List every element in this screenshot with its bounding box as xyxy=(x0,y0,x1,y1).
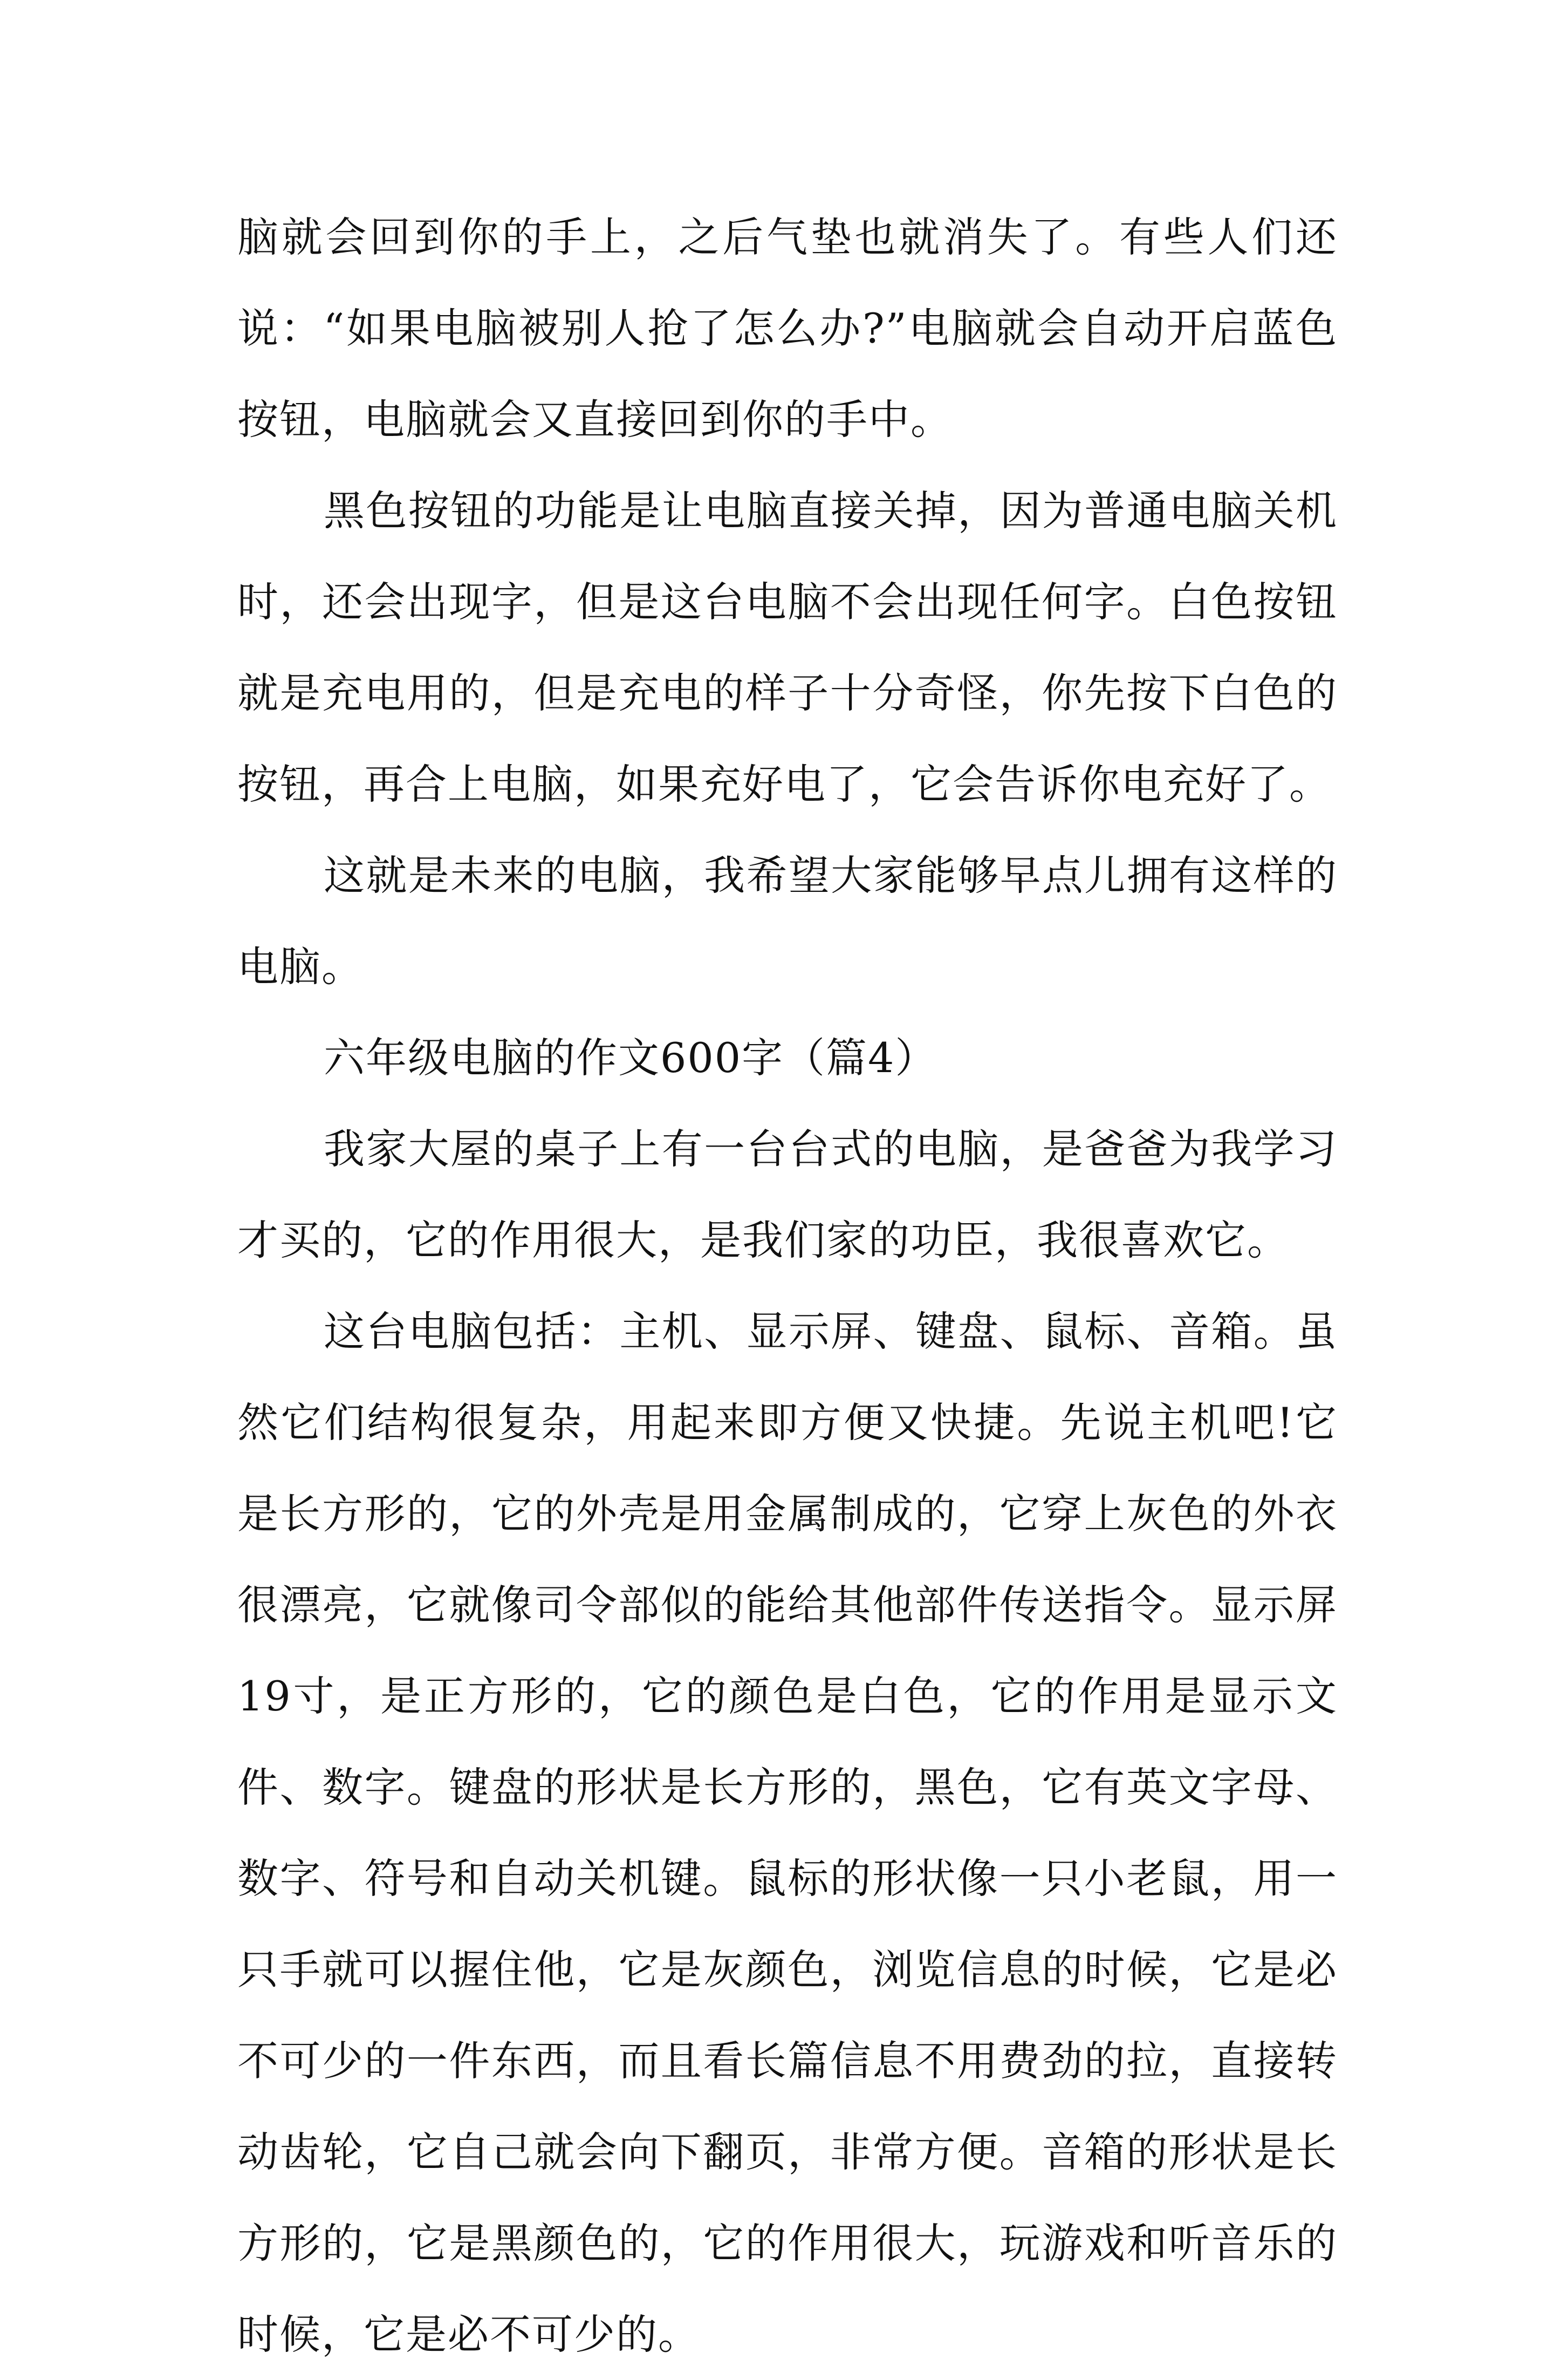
paragraph: 这台电脑包括：主机、显示屏、键盘、鼠标、音箱。虽然它们结构很复杂，用起来即方便又快捷。先说主机吧!它是长方形的，它的外壳是用金属制成的，它穿上灰色的外衣很漂亮，它就像司令部似的能给其他部件传送指令。显示屏19寸，是正方形的，它的颜色是白色，它的作用是显示文件、数字。键盘的形状是长方形的，黑色，它有英文字母、数字、符号和自动关机键。鼠标的形状像一只小老鼠，用一只手就可以握住他，它是灰颜色，浏览信息的时候，它是必不可少的一件东西，而且看长篇信息不用费劲的拉，直接转动齿轮，它自己就会向下翻页，非常方便。音箱的形状是长方形的，它是黑颜色的，它的作用很大，玩游戏和听音乐的时候，它是必不可少的。 xyxy=(237,1307,1338,2358)
paragraph: 脑就会回到你的手上，之后气垫也就消失了。有些人们还说：“如果电脑被别人抢了怎么办?”电脑就会自动开启蓝色按钮，电脑就会又直接回到你的手中。 xyxy=(237,213,1338,444)
paragraph: 这就是未来的电脑，我希望大家能够早点儿拥有这样的电脑。 xyxy=(237,851,1338,991)
paragraph: 黑色按钮的功能是让电脑直接关掉，因为普通电脑关机时，还会出现字，但是这台电脑不会出现任何字。白色按钮就是充电用的，但是充电的样子十分奇怪，你先按下白色的按钮，再合上电脑，如果充好电了，它会告诉你电充好了。 xyxy=(237,487,1338,808)
document-body xyxy=(237,192,1338,2380)
paragraph: 我家大屋的桌子上有一台台式的电脑，是爸爸为我学习才买的，它的作用很大，是我们家的功臣，我很喜欢它。 xyxy=(237,1125,1338,1264)
section-heading: 六年级电脑的作文600字（篇4） xyxy=(324,1034,937,1082)
